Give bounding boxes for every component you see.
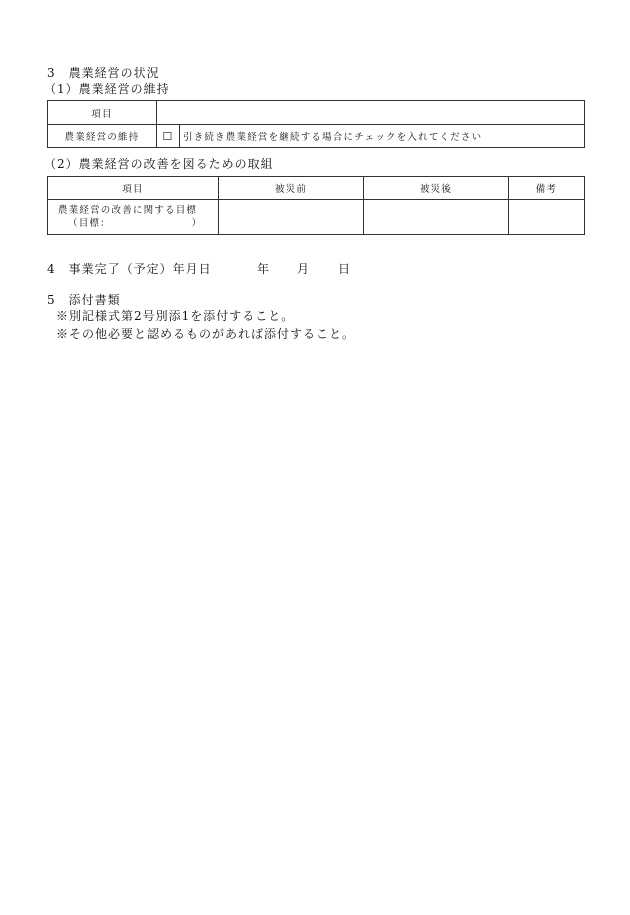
table2-header-item: 項目	[48, 177, 219, 200]
table2-row-label-line2: （目標： ）	[68, 218, 203, 229]
section-4-label: 4 事業完了（予定）年月日	[47, 262, 212, 276]
table1-header-empty	[157, 101, 585, 125]
table2-row-label-line1: 農業経営の改善に関する目標	[58, 205, 198, 216]
table2-row-label	[48, 200, 219, 235]
table2-cell-after[interactable]	[364, 200, 509, 235]
section-3-2-heading: （2）農業経営の改善を図るための取組	[44, 157, 274, 171]
section-5-heading: 5 添付書類	[47, 293, 121, 307]
farm-maintenance-table	[47, 100, 585, 148]
continue-farming-checkbox[interactable]: ☐	[157, 125, 180, 148]
section-3-1-heading: （1）農業経営の維持	[44, 82, 170, 96]
table2-header-after: 被災後	[364, 177, 509, 200]
completion-month-label: 月	[297, 262, 311, 276]
table2-header-before: 被災前	[219, 177, 364, 200]
attachment-note-2: ※その他必要と認めるものがあれば添付すること。	[56, 327, 356, 341]
table2-header-remarks: 備考	[509, 177, 585, 200]
completion-year-label: 年	[257, 262, 271, 276]
table2-cell-remarks[interactable]	[509, 200, 585, 235]
table1-row-label: 農業経営の維持	[48, 125, 157, 148]
farm-improvement-table	[47, 176, 585, 235]
section-3-heading: 3 農業経営の状況	[47, 66, 160, 80]
completion-day-label: 日	[338, 262, 352, 276]
attachment-note-1: ※別記様式第2号別添1を添付すること。	[56, 309, 295, 323]
table1-header-item: 項目	[48, 101, 157, 125]
table1-row-instruction: 引き続き農業経営を継続する場合にチェックを入れてください	[180, 125, 585, 148]
table2-cell-before[interactable]	[219, 200, 364, 235]
